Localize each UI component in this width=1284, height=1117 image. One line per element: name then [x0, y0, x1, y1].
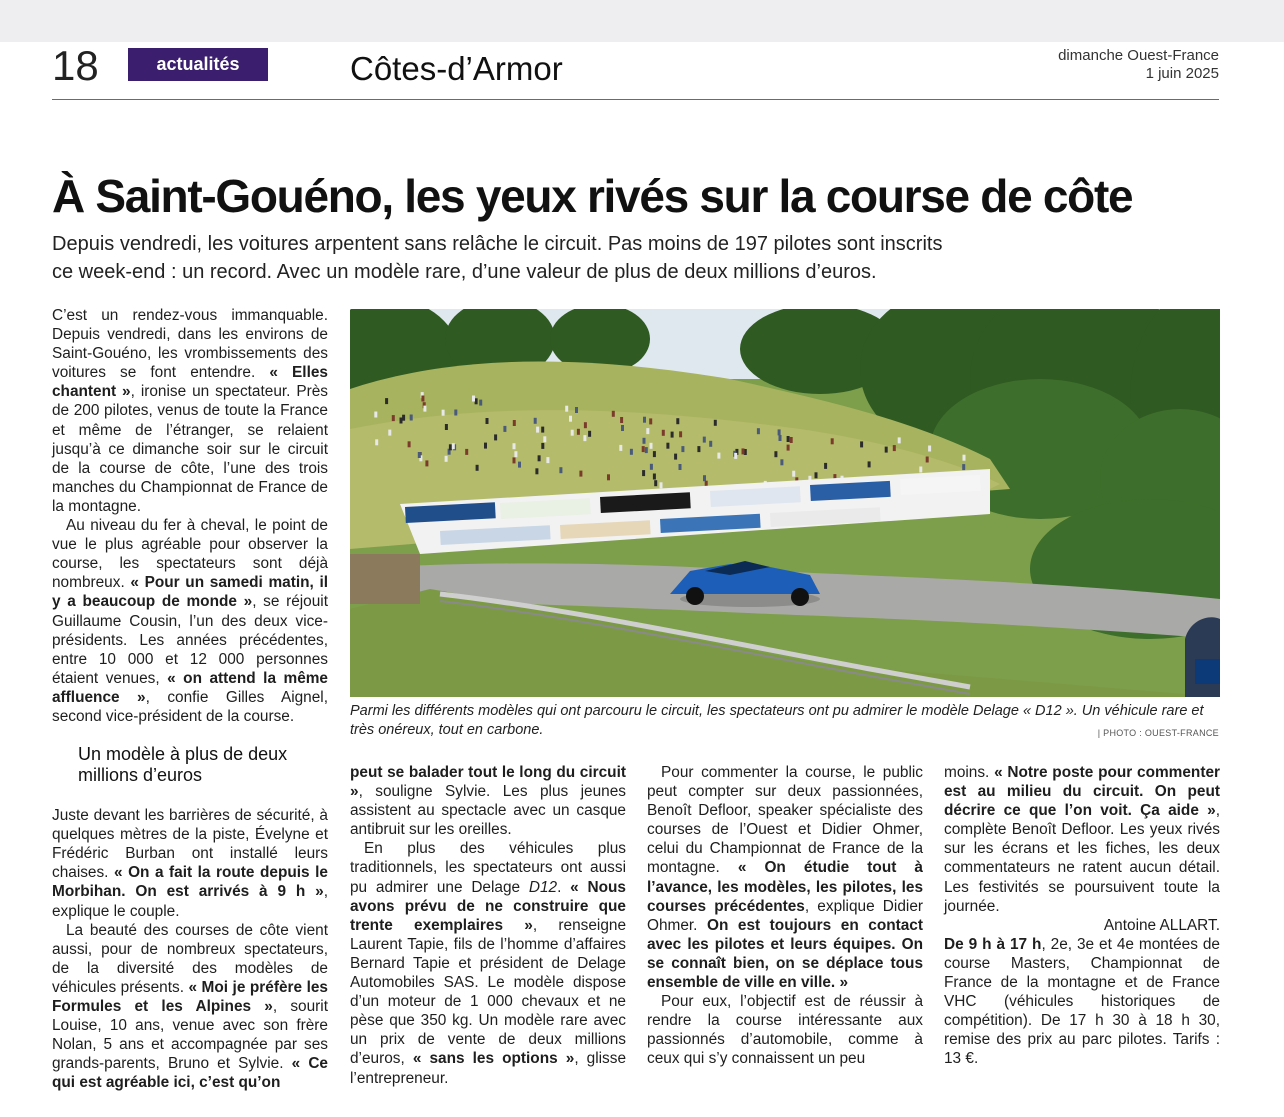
spectator [619, 445, 622, 451]
paragraph: moins. « Notre poste pour commenter est au milieu du circuit. On peut décrire ce que l’on voit. Ça aide », complète Benoît Defloor. Les yeux rivés sur les écrans et les fiches, les deux commentateurs ne ratent aucun détail. Les festivités se poursuivent toute la journée. [944, 764, 1220, 915]
article-column-3 [647, 763, 923, 1069]
spectator [787, 436, 790, 442]
article-column-1 [52, 306, 328, 1092]
spectator [646, 428, 649, 434]
spectator [642, 446, 645, 452]
article-headline: À Saint-Gouéno, les yeux rivés sur la course de côte [52, 170, 1133, 222]
spectator [465, 449, 468, 455]
spectator [703, 437, 706, 443]
spectator [815, 472, 818, 478]
author-signature: Antoine ALLART. [1103, 916, 1220, 934]
spectator [885, 447, 888, 453]
spectator [963, 455, 966, 461]
spectator [400, 418, 403, 424]
quote: « Notre poste pour commenter est au milieu du circuit. On peut décrire ce que l’on voit. Ça aide » [944, 764, 1220, 820]
quote: « Moi je préfère les Formules et les Alpines » [52, 978, 328, 1015]
paragraph: peut se balader tout le long du circuit », souligne Sylvie. Les plus jeunes assistent au spectacle avec un casque antibruit sur les oreilles. [350, 764, 626, 839]
spectator [442, 410, 445, 416]
spectator [757, 428, 760, 434]
quote: « Ce qui est agréable ici, c’est qu’on [52, 1055, 328, 1092]
spectator [534, 418, 537, 424]
spectator [792, 471, 795, 477]
standfirst-line: ce week-end : un record. Avec un modèle rare, d’une valeur de plus de deux millions d’euros. [52, 261, 877, 283]
spectator [541, 443, 544, 449]
dateline-date: 1 juin 2025 [1145, 65, 1219, 82]
spectator [643, 438, 646, 444]
spectator [831, 438, 834, 444]
spectator [475, 398, 478, 404]
spectator [660, 482, 663, 488]
header-rule [52, 99, 1219, 100]
spectator [787, 445, 790, 451]
spectator [425, 460, 428, 466]
paragraph: Pour eux, l’objectif est de réussir à rendre la course intéressante aux passionnés d’automobile, comme à ceux qui s’y connaissent un peu [647, 993, 923, 1068]
spectator [559, 467, 562, 473]
spectator [513, 420, 516, 426]
spectator [408, 441, 411, 447]
spectator [654, 480, 657, 486]
spectator [449, 444, 452, 450]
spectator [926, 457, 929, 463]
spectator [679, 431, 682, 437]
spectator [535, 468, 538, 474]
spectator [486, 418, 489, 424]
spectator [621, 425, 624, 431]
spectator [666, 443, 669, 449]
spectator [536, 427, 539, 433]
photo-caption: Parmi les différents modèles qui ont parcouru le circuit, les spectateurs ont pu admirer le modèle Delage « D12 ». Un véhicule rare et très onéreux, tout en carbone. [350, 703, 1204, 738]
spectator [575, 407, 578, 413]
rubric-badge: actualités [128, 48, 268, 81]
spectator [620, 417, 623, 423]
spectator [643, 417, 646, 423]
intertitle: Un modèle à plus de deux millions d’euros [78, 744, 288, 786]
spectator [476, 465, 479, 471]
spectator [541, 427, 544, 433]
quote: peut se balader tout le long du circuit » [350, 764, 626, 801]
spectator [513, 443, 516, 449]
spectator [472, 396, 475, 402]
spectator [588, 431, 591, 437]
quote: « Nous avons prévu de ne construire que trente exemplaires » [350, 878, 626, 934]
spectator [662, 430, 665, 436]
section-title: Côtes-d’Armor [350, 50, 563, 87]
spectator [494, 434, 497, 440]
paragraph: C’est un rendez-vous immanquable. Depuis vendredi, dans les environs de Saint-Gouéno, les vrombissements des voitures se font entendre. « Elles chantent », ironise un spectateur. Près de 200 pilotes, venus de toute la France et même de l’étranger, se relaient jusqu’à ce dimanche soir sur le circuit de la course de côte, l’une des trois manches du Championnat de France de la montagne. [52, 307, 328, 515]
quote: « Pour un samedi matin, il y a beaucoup de monde » [52, 574, 328, 611]
spectator [452, 443, 455, 449]
spectator [454, 410, 457, 416]
spectator [374, 412, 377, 418]
spectator [790, 437, 793, 443]
spectator [928, 446, 931, 452]
spectator [569, 416, 572, 422]
spectator [418, 452, 421, 458]
spectator [538, 455, 541, 461]
spectator [607, 474, 610, 480]
spectator [565, 406, 568, 412]
spectator [681, 446, 684, 452]
spectator [676, 418, 679, 424]
spectator [579, 471, 582, 477]
spectator [503, 426, 506, 432]
standfirst-line: Depuis vendredi, les voitures arpentent sans relâche le circuit. Pas moins de 197 pilotes sont inscrits [52, 233, 943, 255]
article-photo [350, 309, 1220, 697]
spectator [714, 420, 717, 426]
spectator [543, 436, 546, 442]
spectator [774, 451, 777, 457]
spectator [703, 475, 706, 481]
paragraph: Pour commenter la course, le public peut compter sur deux passionnées, Benoît Defloor, speaker spécialiste des courses de l’Ouest et Didier Ohmer, celui du Championnat de France de la montagne. « On étudie tout à l’avance, les modèles, les pilotes, les courses précédentes, explique Didier Ohmer. On est toujours en contact avec les pilotes et leurs équipes. On se connaît bien, on se déplace tous ensemble de ville en ville. » [647, 764, 924, 992]
spectator [571, 430, 574, 436]
spectator [778, 429, 781, 435]
spectator [479, 400, 482, 406]
quote: On est toujours en contact avec les pilotes et leurs équipes. On se connaît bien, on se déplace tous ensemble de ville en ville. » [647, 916, 923, 992]
quote: « on attend la même affluence » [52, 669, 328, 706]
spectator [423, 406, 426, 412]
spectator [742, 448, 745, 454]
spectator [612, 411, 615, 417]
spectator [421, 396, 424, 402]
top-band [0, 0, 1284, 42]
practical-info: De 9 h à 17 h, 2e, 3e et 4e montées de course Masters, Championnat de France de la montagne et de France VHC (véhicules historiques de compétition). De 17 h 30 à 18 h 30, remise des prix au parc pilotes. Tarifs : 13 €. [944, 935, 1220, 1068]
paragraph: La beauté des courses de côte vient aussi, pour de nombreux spectateurs, de la diversité des modèles de véhicules présents. « Moi je préfère les Formules et les Alpines », sourit Louise, 10 ans, venue avec son frère Nolan, 5 ans et accompagnée par ses grands-parents, Bruno et Sylvie. « Ce qui est agréable ici, c’est qu’on [52, 921, 328, 1092]
spectator [780, 459, 783, 465]
spectator [513, 457, 516, 463]
spectator [645, 447, 648, 453]
spectator [388, 430, 391, 436]
spectator [514, 451, 517, 457]
spectator [583, 435, 586, 441]
spectator [860, 441, 863, 447]
spectator [584, 422, 587, 428]
spectator [518, 462, 521, 468]
spectator [717, 453, 720, 459]
spectator [649, 418, 652, 424]
spectator [385, 398, 388, 404]
spectator [642, 470, 645, 476]
spectator [653, 474, 656, 480]
spectator [734, 453, 737, 459]
quote: « Elles chantent » [52, 364, 328, 401]
spectator [392, 415, 395, 421]
spectator [893, 445, 896, 451]
spectator [375, 439, 378, 445]
spectator [898, 437, 901, 443]
spectator [868, 461, 871, 467]
dateline-paper: dimanche Ouest-France [1058, 47, 1219, 64]
spectator [445, 424, 448, 430]
spectator [445, 456, 448, 462]
spectator [546, 457, 549, 463]
spectator [402, 415, 405, 421]
spectator [671, 432, 674, 438]
spectator [653, 451, 656, 457]
article-standfirst [52, 230, 1142, 286]
quote: « sans les options » [412, 1050, 575, 1068]
spectator [824, 463, 827, 469]
spectator [577, 429, 580, 435]
spectator [697, 446, 700, 452]
paragraph: En plus des véhicules plus traditionnels, les spectateurs ont aussi pu admirer une Delage D12. « Nous avons prévu de ne construire que trente exemplaires », renseigne Laurent Tapie, fils de l’homme d’affaires Bernard Tapie et président de Delage Automobiles SAS. Le modèle dispose d’un moteur de 1 000 chevaux et ne pèse que 350 kg. Un modèle rare avec un prix de vente de deux millions d’euros, « sans les options », glisse l’entrepreneur. [350, 840, 627, 1087]
model-name: D12 [528, 878, 558, 896]
paragraph: Au niveau du fer à cheval, le point de vue le plus agréable pour observer la course, les spectateurs sont déjà nombreux. « Pour un samedi matin, il y a beaucoup de monde », se réjouit Guillaume Cousin, l’un des deux vice-présidents. Les années précédentes, entre 10 000 et 12 000 personnes étaient venues, « on attend la même affluence », confie Gilles Aignel, second vice-président de la course. [52, 517, 328, 725]
spectator [962, 464, 965, 470]
spectator [650, 464, 653, 470]
quote: « On étudie tout à l’avance, les modèles, les pilotes, les courses précédentes [647, 859, 923, 915]
article-column-4 [944, 763, 1220, 1069]
quote: « On a fait la route depuis le Morbihan. On est arrivés à 9 h » [52, 864, 328, 901]
spectator [779, 435, 782, 441]
dateline [1058, 47, 1219, 83]
spectator [410, 415, 413, 421]
photo-credit: | PHOTO : OUEST-FRANCE [1097, 728, 1219, 738]
spectator [484, 443, 487, 449]
spectator [709, 441, 712, 447]
article-column-2 [350, 763, 626, 1088]
spectator [630, 449, 633, 455]
spectator [650, 443, 653, 449]
spectator [679, 464, 682, 470]
paragraph: Juste devant les barrières de sécurité, à quelques mètres de la piste, Évelyne et Frédéric Burban ont installé leurs chaises. « On a fait la route depuis le Morbihan. On est arrivés à 9 h », explique le couple. [52, 807, 328, 920]
page-number: 18 [52, 42, 99, 89]
spectator [919, 467, 922, 473]
spectator [674, 454, 677, 460]
